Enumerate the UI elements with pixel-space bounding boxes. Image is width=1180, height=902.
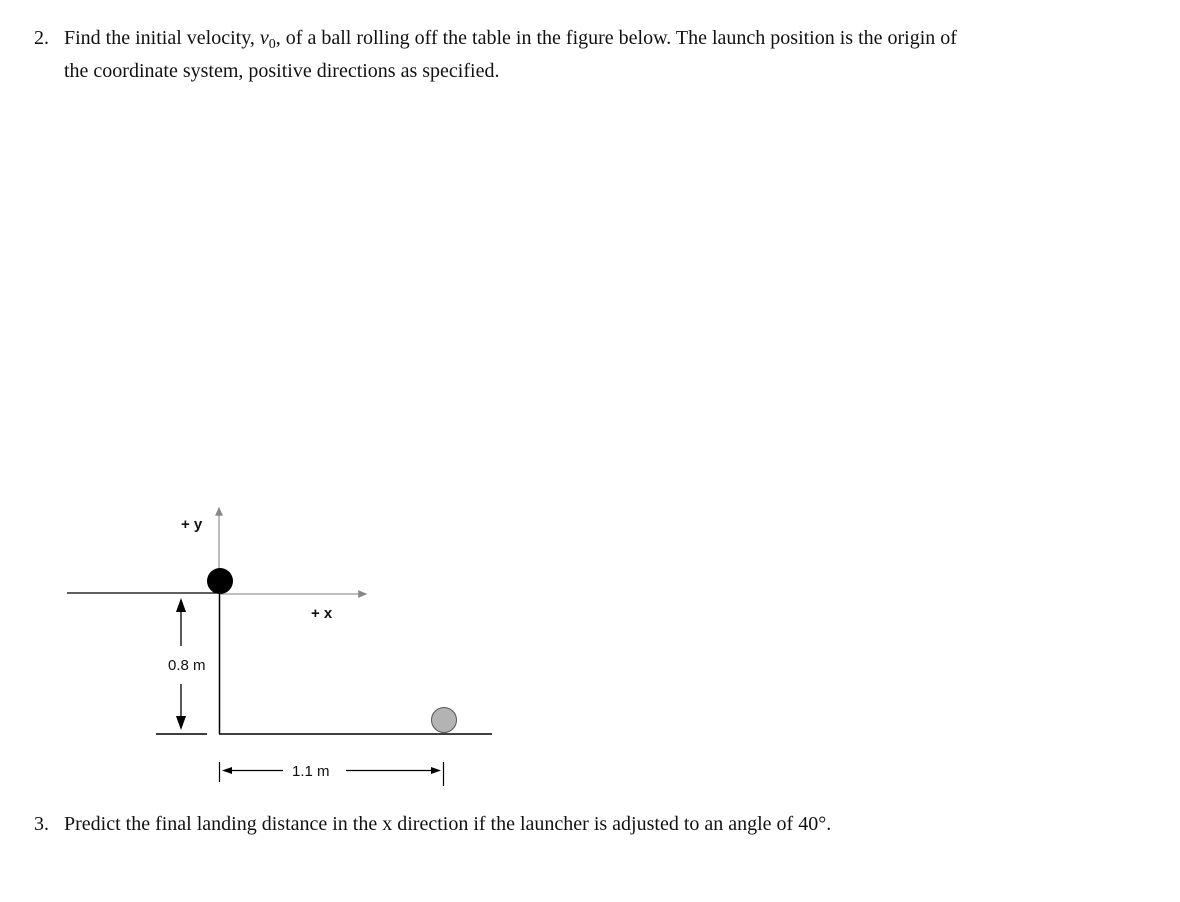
question-3 (34, 811, 1164, 838)
launch-ball (207, 568, 233, 594)
question-text-start: Find the initial velocity, (64, 27, 255, 49)
velocity-symbol: $v_0$ (259, 27, 276, 52)
question-number: 2. (34, 27, 49, 49)
distance-label: 1.1 m (292, 763, 330, 780)
height-arrowhead-up (176, 598, 186, 612)
y-axis-label: + y (181, 516, 203, 533)
question-text-line2: the coordinate system, positive directions as specified. (64, 60, 500, 82)
x-axis-label: + x (311, 605, 333, 622)
height-label: 0.8 m (168, 657, 206, 674)
distance-arrowhead-right (431, 767, 441, 774)
question-text-end: , of a ball rolling off the table in the figure below. The launch position is the origin of (275, 27, 957, 49)
question-text: Predict the final landing distance in the x direction if the launcher is adjusted to an angle of 40°. (64, 813, 832, 835)
question-number: 3. (34, 813, 49, 835)
landing-ball (432, 708, 457, 733)
height-arrowhead-down (176, 716, 186, 730)
